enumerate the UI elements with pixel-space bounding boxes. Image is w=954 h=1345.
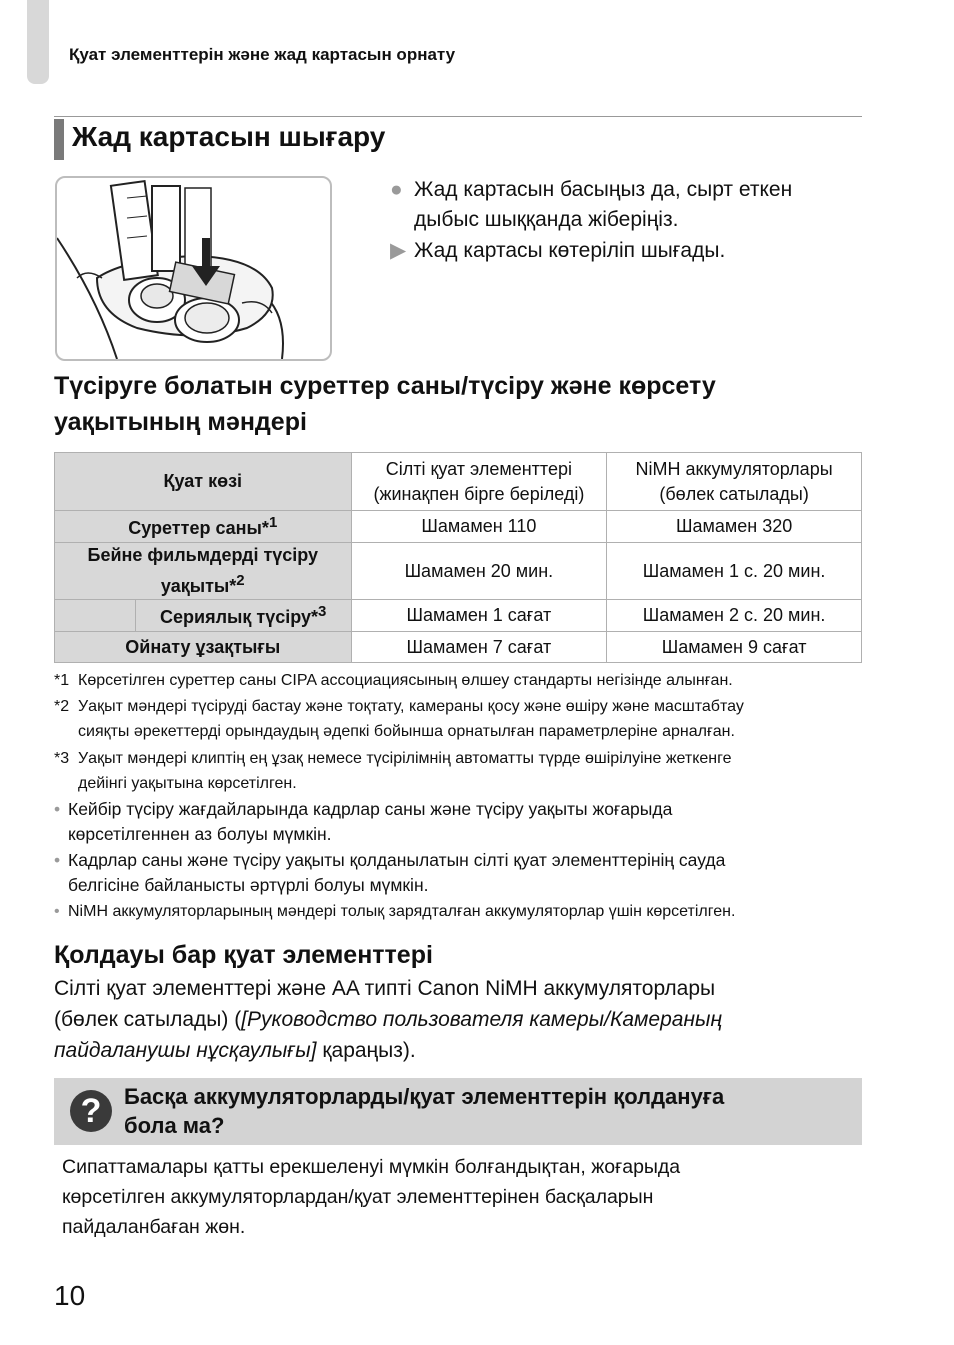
- question-icon: ?: [70, 1090, 112, 1132]
- title-bar-accent: [54, 119, 64, 160]
- bullet-icon: •: [54, 850, 61, 870]
- cell-value: Шамамен 110: [351, 511, 607, 543]
- cell-value: Шамамен 20 мин.: [351, 543, 607, 600]
- camera-card-slot-illustration: [55, 176, 332, 361]
- section-title-text: Жад картасын шығару: [72, 121, 386, 152]
- table-row: [55, 600, 862, 632]
- question-answer: Сипаттамалары қатты ерекшеленуі мүмкін болғандықтан, жоғарыда көрсетілген аккумуляторлардан/қуат элементтерінен басқаларын пайдаланбаған жөн.: [62, 1156, 681, 1238]
- cell-value: Шамамен 1 с. 20 мин.: [607, 543, 862, 600]
- row-label-photos: Суреттер саны*$^1$: [55, 511, 352, 543]
- cell-value: Шамамен 9 сағат: [607, 632, 862, 663]
- bullet-icon: •: [54, 903, 60, 920]
- running-head: Қуат элементтерін және жад картасын орнату: [69, 45, 456, 64]
- question-title: Басқа аккумуляторларды/қуат элементтерін қолдануға бола ма?: [124, 1084, 725, 1138]
- camera-illustration-svg: [57, 178, 330, 359]
- header-nimh: NiMH аккумуляторлары (бөлек сатылады): [607, 453, 862, 511]
- cell-value: Шамамен 320: [607, 511, 862, 543]
- cell-value: Шамамен 1 сағат: [351, 600, 607, 632]
- step-bullet-icon: ●: [390, 178, 403, 201]
- step-text-line: дыбыс шыққанда жіберіңіз.: [414, 208, 679, 231]
- page-tab-marker: [27, 0, 49, 84]
- table-row: [55, 511, 862, 543]
- cell-value: Шамамен 7 сағат: [351, 632, 607, 663]
- row-label-continuous: Сериялық түсіру*$^3$: [135, 600, 351, 632]
- table-row: [55, 543, 862, 600]
- step-text-line: Жад картасы көтеріліп шығады.: [414, 239, 726, 262]
- header-alkaline: Сілті қуат элементтері (жинақпен бірге беріледі): [351, 453, 607, 511]
- section-title-shots-times: [54, 368, 716, 440]
- row-indent-cell: [55, 600, 136, 632]
- section-title-supported-batteries: Қолдауы бар қуат элементтері: [54, 941, 433, 969]
- page-number: 10: [54, 1280, 86, 1311]
- table-header-row: [55, 453, 862, 511]
- section-title-line: уақытының мәндері: [54, 408, 307, 436]
- section-title-line: Түсіруге болатын суреттер саны/түсіру және көрсету: [54, 372, 716, 400]
- cell-value: Шамамен 2 с. 20 мин.: [607, 600, 862, 632]
- supported-batteries-text: Сілті қуат элементтері және AA типті Canon NiMH аккумуляторлары (бөлек сатылады) ([Руководство пользователя камеры/Камераның пайдаланушы нұсқаулығы] қараңыз).: [54, 977, 723, 1062]
- table-row: [55, 632, 862, 663]
- row-label-movie: Бейне фильмдерді түсіру уақыты*$^2$: [55, 543, 352, 600]
- result-arrow-icon: ▶: [390, 239, 407, 262]
- row-label-playback: Ойнату ұзақтығы: [55, 632, 352, 663]
- section-title-memory-card: [54, 116, 862, 161]
- header-power-source: Қуат көзі: [55, 453, 352, 511]
- step-text-line: Жад картасын басыңыз да, сырт еткен: [414, 178, 793, 201]
- question-box: [54, 1078, 862, 1145]
- battery-spec-table: [54, 452, 862, 663]
- bullet-icon: •: [54, 799, 61, 819]
